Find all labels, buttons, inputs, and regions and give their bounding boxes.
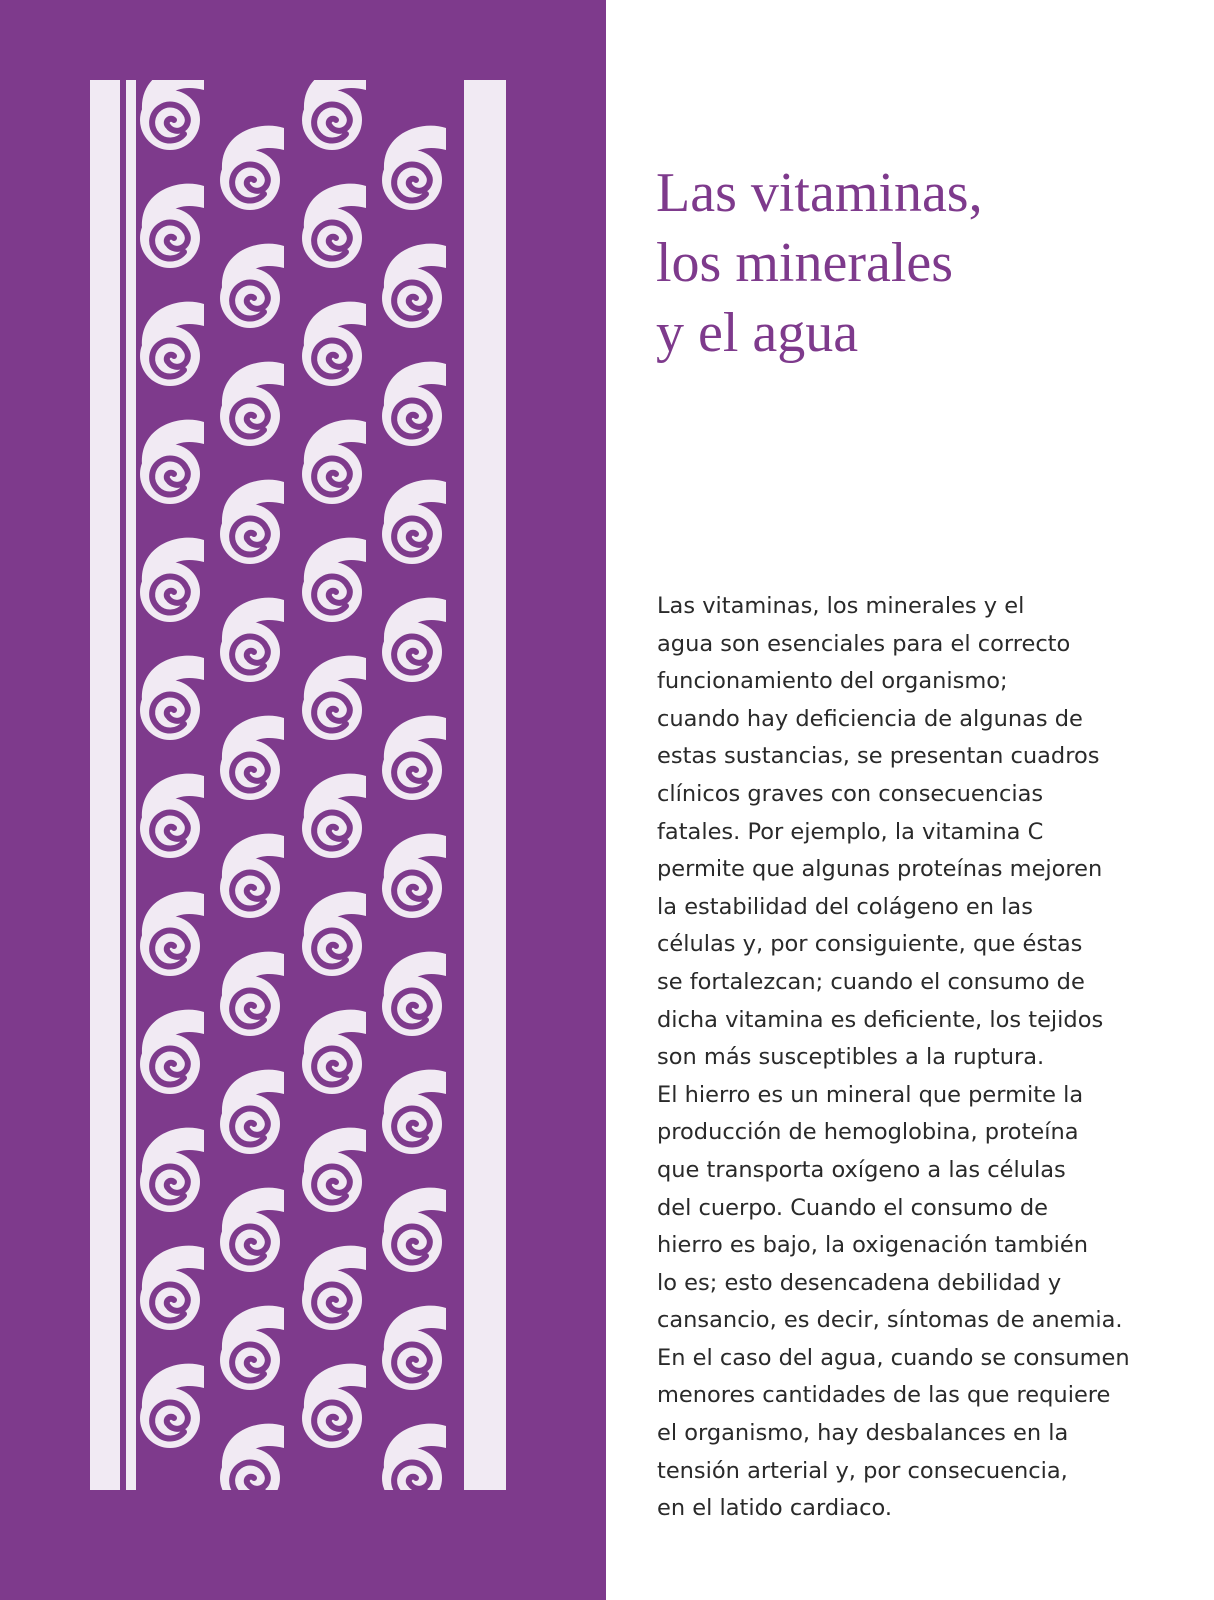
body-line: dicha vitamina es deficiente, los tejidos <box>657 1006 1104 1033</box>
body-line: Las vitaminas, los minerales y el <box>657 593 1025 619</box>
body-line: cuando hay deficiencia de algunas de <box>657 705 1083 732</box>
decorative-panel <box>0 0 606 1600</box>
body-line: en el latido cardiaco. <box>657 1495 893 1522</box>
body-line: funcionamiento del organismo; <box>657 668 1008 695</box>
body-line: producción de hemoglobina, proteína <box>657 1119 1079 1146</box>
body-line: del cuerpo. Cuando el consumo de <box>657 1194 1049 1221</box>
body-line: agua son esenciales para el correcto <box>657 630 1071 657</box>
body-line: hierro es bajo, la oxigenación también <box>657 1232 1088 1259</box>
body-line: permite que algunas proteínas mejoren <box>657 856 1103 883</box>
body-line: El hierro es un mineral que permite la <box>657 1081 1084 1108</box>
body-line: que transporta oxígeno a las células <box>657 1156 1066 1183</box>
title-line: Las vitaminas, <box>656 162 983 224</box>
body-line: cansancio, es decir, síntomas de anemia. <box>657 1307 1123 1334</box>
body-line: tensión arterial y, por consecuencia, <box>657 1457 1068 1484</box>
body-paragraph <box>657 588 1197 1528</box>
spiral-scroll-pattern-icon <box>90 80 510 1490</box>
title-line: los minerales <box>656 232 954 294</box>
body-line: fatales. Por ejemplo, la vitamina C <box>657 818 1044 845</box>
body-line: En el caso del agua, cuando se consumen <box>657 1344 1130 1371</box>
title-line: y el agua <box>656 302 859 364</box>
body-line: la estabilidad del colágeno en las <box>657 893 1033 920</box>
body-line: estas sustancias, se presentan cuadros <box>657 743 1100 770</box>
body-line: lo es; esto desencadena debilidad y <box>657 1269 1062 1296</box>
body-line: el organismo, hay desbalances en la <box>657 1420 1069 1447</box>
body-line: se fortalezcan; cuando el consumo de <box>657 968 1085 995</box>
body-line: menores cantidades de las que requiere <box>657 1382 1111 1409</box>
page-title <box>656 158 1176 368</box>
body-line: son más susceptibles a la ruptura. <box>657 1044 1045 1071</box>
body-line: clínicos graves con consecuencias <box>657 780 1044 807</box>
body-line: células y, por consiguiente, que éstas <box>657 931 1083 958</box>
